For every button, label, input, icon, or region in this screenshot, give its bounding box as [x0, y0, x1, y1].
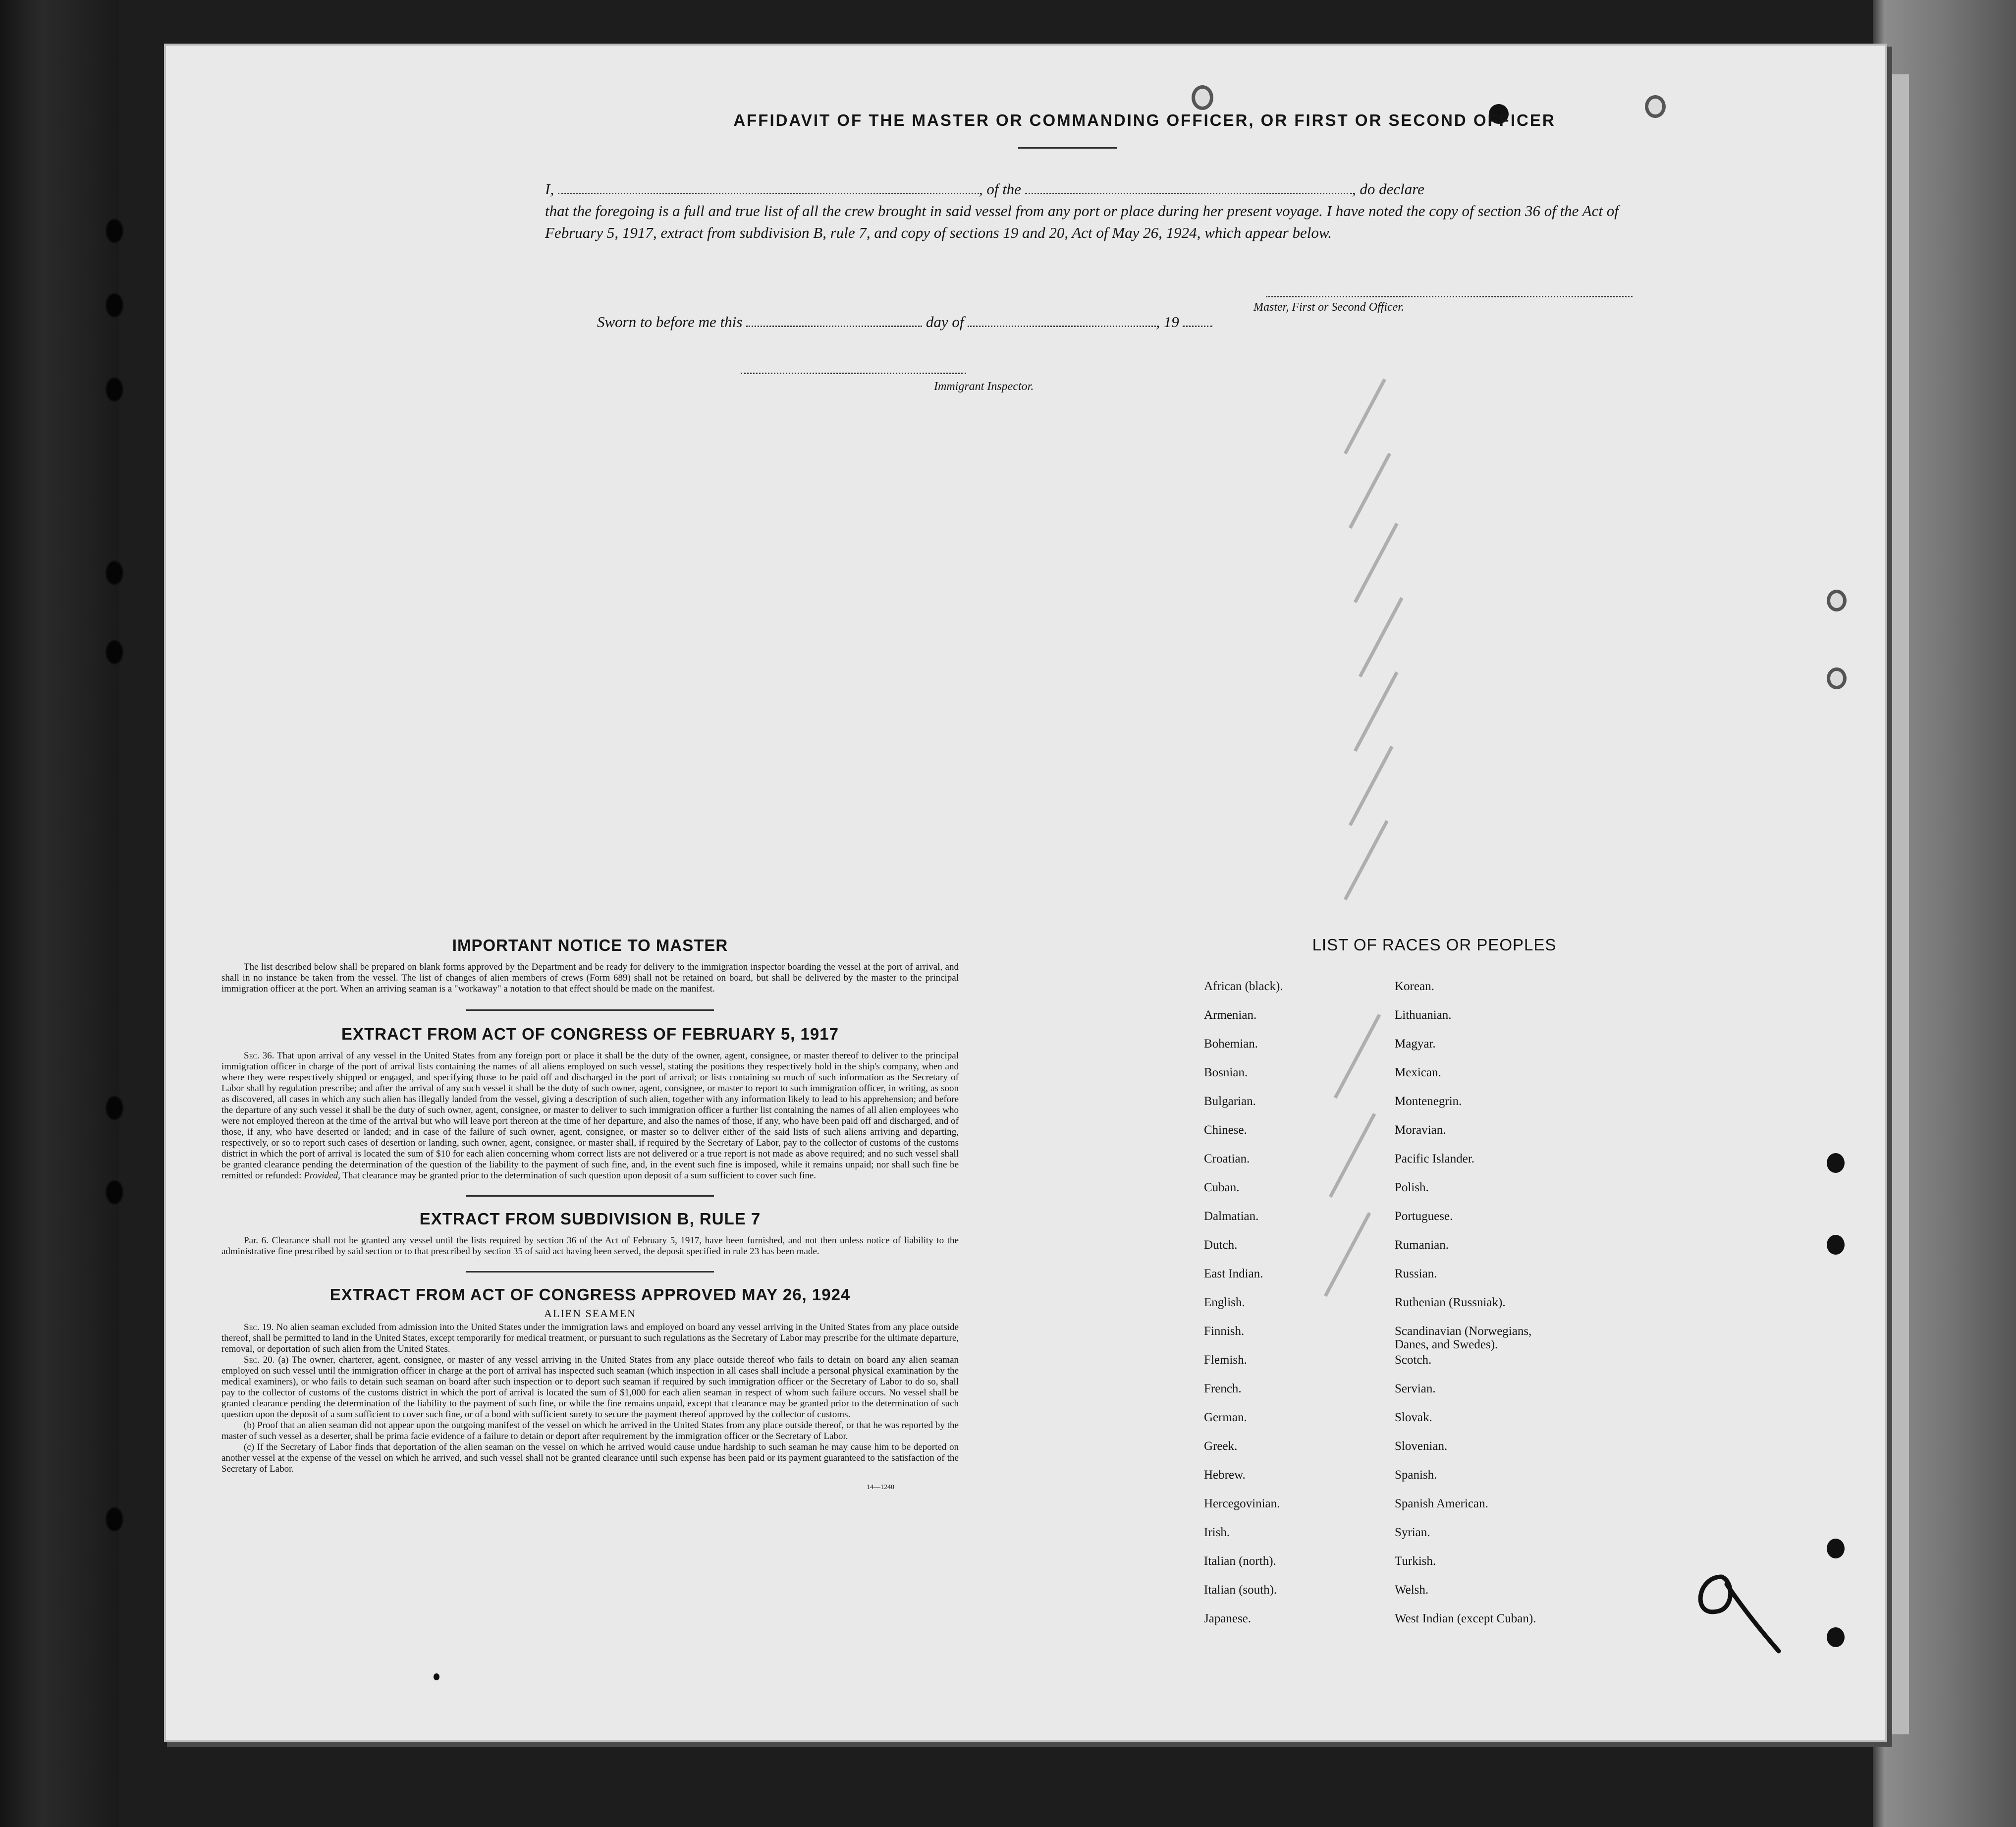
sec-19-body: No alien seaman excluded from admission into the United States under the immigration laws and employed on board any vessel arriving in the United States from any place outside thereof, shall be permitted to land in the United States, except temporarily for medical treatment, or pursuant to such regulations as the Secretary of Labor may prescribe for the ultimate departure, removal, or deportation of such alien from the United States. — [221, 1322, 959, 1354]
punch-hole — [1827, 590, 1847, 611]
handwritten-nine-drawing — [1687, 1562, 1786, 1656]
form-number: 14—1240 — [867, 1484, 894, 1491]
act-1924-title: EXTRACT FROM ACT OF CONGRESS APPROVED MAY 26, 1924 — [329, 1285, 851, 1304]
race-entry: Rumanian. — [1395, 1238, 1449, 1252]
show-through-mark — [1324, 1212, 1371, 1297]
race-entry: East Indian. — [1204, 1267, 1263, 1280]
race-entry: Bohemian. — [1204, 1037, 1258, 1051]
sec-19-text — [221, 1322, 959, 1355]
affidavit-title: AFFIDAVIT OF THE MASTER OR COMMANDING OFFICER, OR FIRST OR SECOND OFFICER — [733, 111, 1556, 129]
binder-hole — [105, 377, 124, 402]
punch-hole — [1827, 1627, 1845, 1647]
binder-hole — [105, 292, 124, 318]
manifest-page — [166, 46, 1885, 1740]
race-entry: Montenegrin. — [1395, 1095, 1462, 1108]
declarant-name-field[interactable] — [558, 182, 979, 194]
sec-36-end: That clearance may be granted prior to the determination of such question upon deposit of a sum sufficient to cover such fine. — [342, 1170, 816, 1181]
race-entry: Slovenian. — [1395, 1439, 1448, 1453]
race-entry: Dutch. — [1204, 1238, 1238, 1252]
race-entry: Scandinavian (Norwegians, Danes, and Swedes). — [1395, 1325, 1532, 1351]
sworn-line — [597, 313, 1340, 331]
races-right-column — [1395, 980, 1536, 1641]
declaration-text: that the foregoing is a full and true list of all the crew brought in said vessel from any port or place during her present voyage. I have noted the copy of section 36 of the Act of February 5, 1917, extract from subdivision B, rule 7, and copy of sections 19 and 20, Act of May 26, 1924, which appear below. — [545, 202, 1619, 241]
sec-36-body: That upon arrival of any vessel in the United States from any foreign port or place it shall be the duty of the owner, agent, consignee, or master thereof to deliver to the principal immigration officer in charge of the port of arrival lists containing the names of all aliens employed on such vessel, stating the positions they respectively hold in the ship's company, when and where they were respectively shipped or engaged, and specifying those to be paid off and discharged in the port of arrival; or lists containing so much of such information as the Secretary of Labor shall by regulation prescribe; and after the arrival of any such vessel it shall be the duty of such owner, agent, consignee, or master to report to such immigration officer, in writing, as soon as discovered, all cases in which any such alien has illegally landed from the vessel, giving a description of such alien, together with any information likely to lead to his apprehension; and before the departure of any such vessel it shall be the duty of such owner, agent, consignee, or master to deliver to such immigration officer a further list containing the names of all alien employees who were not employed thereon at the time of the arrival but who will leave port thereon at the time of her departure, and also the names of those, if any, who have been paid off and discharged, and of those, if any, who have deserted or landed; and in case of the failure of such owner, agent, consignee, or master so to deliver either of the said lists of such aliens arriving and departing, respectively, or so to report such cases of desertion or landing, such owner, agent, consignee, or master shall, if required by the Secretary of Labor, pay to the collector of customs of the customs district in which the port of arrival is located the sum of $10 for each alien concerning whom correct lists are not delivered or a true report is not made as above required; and no such vessel shall be granted clearance pending the determination of the question of the liability to the payment of such fine, and, in the event such fine is imposed, while it remains unpaid; nor shall such fine be remitted or refunded: — [221, 1051, 959, 1181]
binder-hole — [105, 1095, 124, 1121]
sec-19-label: Sec. 19. — [244, 1322, 274, 1332]
show-through-mark — [1344, 820, 1389, 900]
do-declare-label: , do declare — [1352, 180, 1424, 198]
punch-hole — [1645, 95, 1666, 118]
show-through-mark — [1354, 523, 1399, 603]
race-entry: Bosnian. — [1204, 1066, 1248, 1079]
race-entry: Irish. — [1204, 1526, 1230, 1539]
race-entry: German. — [1204, 1411, 1247, 1424]
title-rule — [1018, 147, 1117, 149]
races-title: LIST OF RACES OR PEOPLES — [1312, 936, 1557, 954]
section-divider — [466, 1009, 714, 1011]
race-entry: Hercegovinian. — [1204, 1497, 1280, 1510]
race-entry: Lithuanian. — [1395, 1008, 1452, 1022]
handwritten-page-number — [1687, 1562, 1786, 1656]
race-entry: English. — [1204, 1296, 1245, 1309]
race-entry: Turkish. — [1395, 1554, 1436, 1568]
race-entry: Dalmatian. — [1204, 1210, 1259, 1223]
inspector-caption: Immigrant Inspector. — [934, 380, 1034, 393]
race-entry: Russian. — [1395, 1267, 1437, 1280]
binder-hole — [105, 560, 124, 586]
show-through-mark — [1334, 1014, 1381, 1099]
punch-hole — [1192, 85, 1213, 110]
race-entry: Moravian. — [1395, 1123, 1446, 1137]
race-entry: Servian. — [1395, 1382, 1436, 1395]
sec-20-label: Sec. 20. — [244, 1355, 275, 1365]
show-through-mark — [1329, 1113, 1376, 1198]
section-divider — [466, 1195, 714, 1197]
show-through-mark — [1349, 453, 1391, 529]
race-entry: Mexican. — [1395, 1066, 1441, 1079]
punch-hole — [1827, 1235, 1845, 1255]
race-entry: French. — [1204, 1382, 1242, 1395]
race-entry: African (black). — [1204, 980, 1283, 993]
sworn-year-field[interactable] — [1183, 315, 1212, 327]
race-entry: Korean. — [1395, 980, 1434, 993]
race-entry: Chinese. — [1204, 1123, 1247, 1137]
race-entry: Greek. — [1204, 1439, 1238, 1453]
rule-7-text: Par. 6. Clearance shall not be granted any vessel until the lists required by section 36 of the Act of February 5, 1917, have been furnished, and not then unless notice of liability to the administrative fine prescribed by said section or to that prescribed by section 35 of said act having been served, the deposit specified in rule 23 has been made. — [221, 1235, 959, 1257]
race-entry: Syrian. — [1395, 1526, 1430, 1539]
ink-dot — [434, 1673, 439, 1680]
alien-seamen-subtitle: ALIEN SEAMEN — [544, 1307, 636, 1320]
day-of-label: day of — [926, 313, 964, 331]
statute-column — [221, 936, 959, 1492]
declaration-line — [545, 178, 1675, 200]
race-entry: Italian (north). — [1204, 1554, 1276, 1568]
race-entry: Bulgarian. — [1204, 1095, 1256, 1108]
races-left-column — [1204, 980, 1283, 1641]
of-the-label: , of the — [979, 180, 1022, 198]
race-entry: West Indian (except Cuban). — [1395, 1612, 1536, 1625]
race-entry: Japanese. — [1204, 1612, 1252, 1625]
race-entry: Pacific Islander. — [1395, 1152, 1475, 1165]
act-1917-title: EXTRACT FROM ACT OF CONGRESS OF FEBRUARY 5, 1917 — [341, 1025, 839, 1043]
show-through-mark — [1344, 379, 1386, 454]
sec-20a-text — [221, 1355, 959, 1420]
section-divider — [466, 1271, 714, 1273]
race-entry: Cuban. — [1204, 1181, 1240, 1194]
binder-edge — [0, 0, 119, 1827]
race-entry: Ruthenian (Russniak). — [1395, 1296, 1506, 1309]
race-entry: Flemish. — [1204, 1353, 1247, 1367]
sec-20a-body: (a) The owner, charterer, agent, consignee, or master of any vessel arriving in the United States from any place outside thereof who fails to detain on board any alien seaman employed on such vessel until the immigration officer in charge at the port of arrival has inspected such seaman (which inspection in all cases shall include a personal physical examination by the medical examiners), or who fails to detain such seaman on board after such inspection or to deport such seaman if required by such immigration officer or the Secretary of Labor to do so, shall pay to the collector of customs of the customs district in which the port of arrival is located the sum of $1,000 for each alien seaman in respect of whom such failure occurs. No vessel shall be granted clearance pending the determination of the liability to the payment of such fine, or while the fine remains unpaid, except that clearance may be granted prior to the determination of such question upon the deposit of a sum sufficient to cover such fine, or of a bond with sufficient surety to secure the payment thereof approved by the collector of customs. — [221, 1355, 959, 1420]
sec-36-text — [221, 1051, 959, 1181]
notice-text: The list described below shall be prepared on blank forms approved by the Department and be ready for delivery to the immigration inspector boarding the vessel at the port of arrival, and shall in no instance be taken from the vessel. The list of changes of alien members of crews (Form 689) shall not be retained on board, but shall be delivered by the master to the principal immigration officer at the port. When an arriving seaman is a "workaway" a notation to that effect should be made on the manifest. — [221, 962, 959, 994]
race-entry: Armenian. — [1204, 1008, 1257, 1022]
binder-hole — [105, 1179, 124, 1205]
race-entry: Slovak. — [1395, 1411, 1432, 1424]
declarant-prefix: I, — [545, 180, 554, 198]
year-label: , 19 — [1156, 313, 1179, 331]
punch-hole — [1827, 1153, 1845, 1173]
vessel-name-field[interactable] — [1025, 182, 1352, 194]
provided-word: Provided, — [304, 1170, 340, 1181]
sworn-month-field[interactable] — [968, 315, 1156, 327]
show-through-mark — [1354, 671, 1399, 752]
race-entry: Portuguese. — [1395, 1210, 1453, 1223]
sec-20c-text: (c) If the Secretary of Labor finds that deportation of the alien seaman on the vessel on which he arrived would cause undue hardship to such seaman he may cause him to be deported on another vessel at the expense of the vessel on which he arrived, and such vessel shall not be granted clearance until such expense has been paid or its payment guaranteed to the satisfaction of the Secretary of Labor. — [221, 1442, 959, 1474]
race-entry: Hebrew. — [1204, 1468, 1246, 1482]
sworn-label: Sworn to before me this — [597, 313, 743, 331]
show-through-mark — [1349, 746, 1394, 826]
race-entry: Spanish American. — [1395, 1497, 1488, 1510]
binder-hole — [105, 218, 124, 244]
race-entry: Finnish. — [1204, 1325, 1245, 1338]
race-entry: Croatian. — [1204, 1152, 1250, 1165]
race-entry: Italian (south). — [1204, 1583, 1277, 1597]
master-signature-line[interactable] — [1266, 296, 1633, 297]
race-entry: Scotch. — [1395, 1353, 1432, 1367]
show-through-mark — [1359, 597, 1404, 677]
sec-20b-text: (b) Proof that an alien seaman did not appear upon the outgoing manifest of the vessel on which he arrived in the United States from any place outside thereof, or that he was reported by the master of such vessel as a deserter, shall be prima facie evidence of a failure to detain or deport after requirement by the immigration officer or the Secretary of Labor. — [221, 1420, 959, 1441]
race-entry: Magyar. — [1395, 1037, 1436, 1051]
sec-36-label: Sec. 36. — [244, 1051, 274, 1061]
sworn-day-field[interactable] — [746, 315, 922, 327]
binder-hole — [105, 639, 124, 665]
race-entry: Welsh. — [1395, 1583, 1429, 1597]
punch-hole — [1827, 1539, 1845, 1558]
inspector-signature-line[interactable] — [741, 373, 966, 374]
punch-hole — [1827, 667, 1847, 689]
rule-7-title: EXTRACT FROM SUBDIVISION B, RULE 7 — [419, 1210, 761, 1228]
master-caption: Master, First or Second Officer. — [1253, 301, 1404, 314]
notice-title: IMPORTANT NOTICE TO MASTER — [452, 936, 728, 954]
race-entry: Polish. — [1395, 1181, 1429, 1194]
binder-hole — [105, 1506, 124, 1532]
affidavit-body — [545, 178, 1675, 244]
race-entry: Spanish. — [1395, 1468, 1437, 1482]
